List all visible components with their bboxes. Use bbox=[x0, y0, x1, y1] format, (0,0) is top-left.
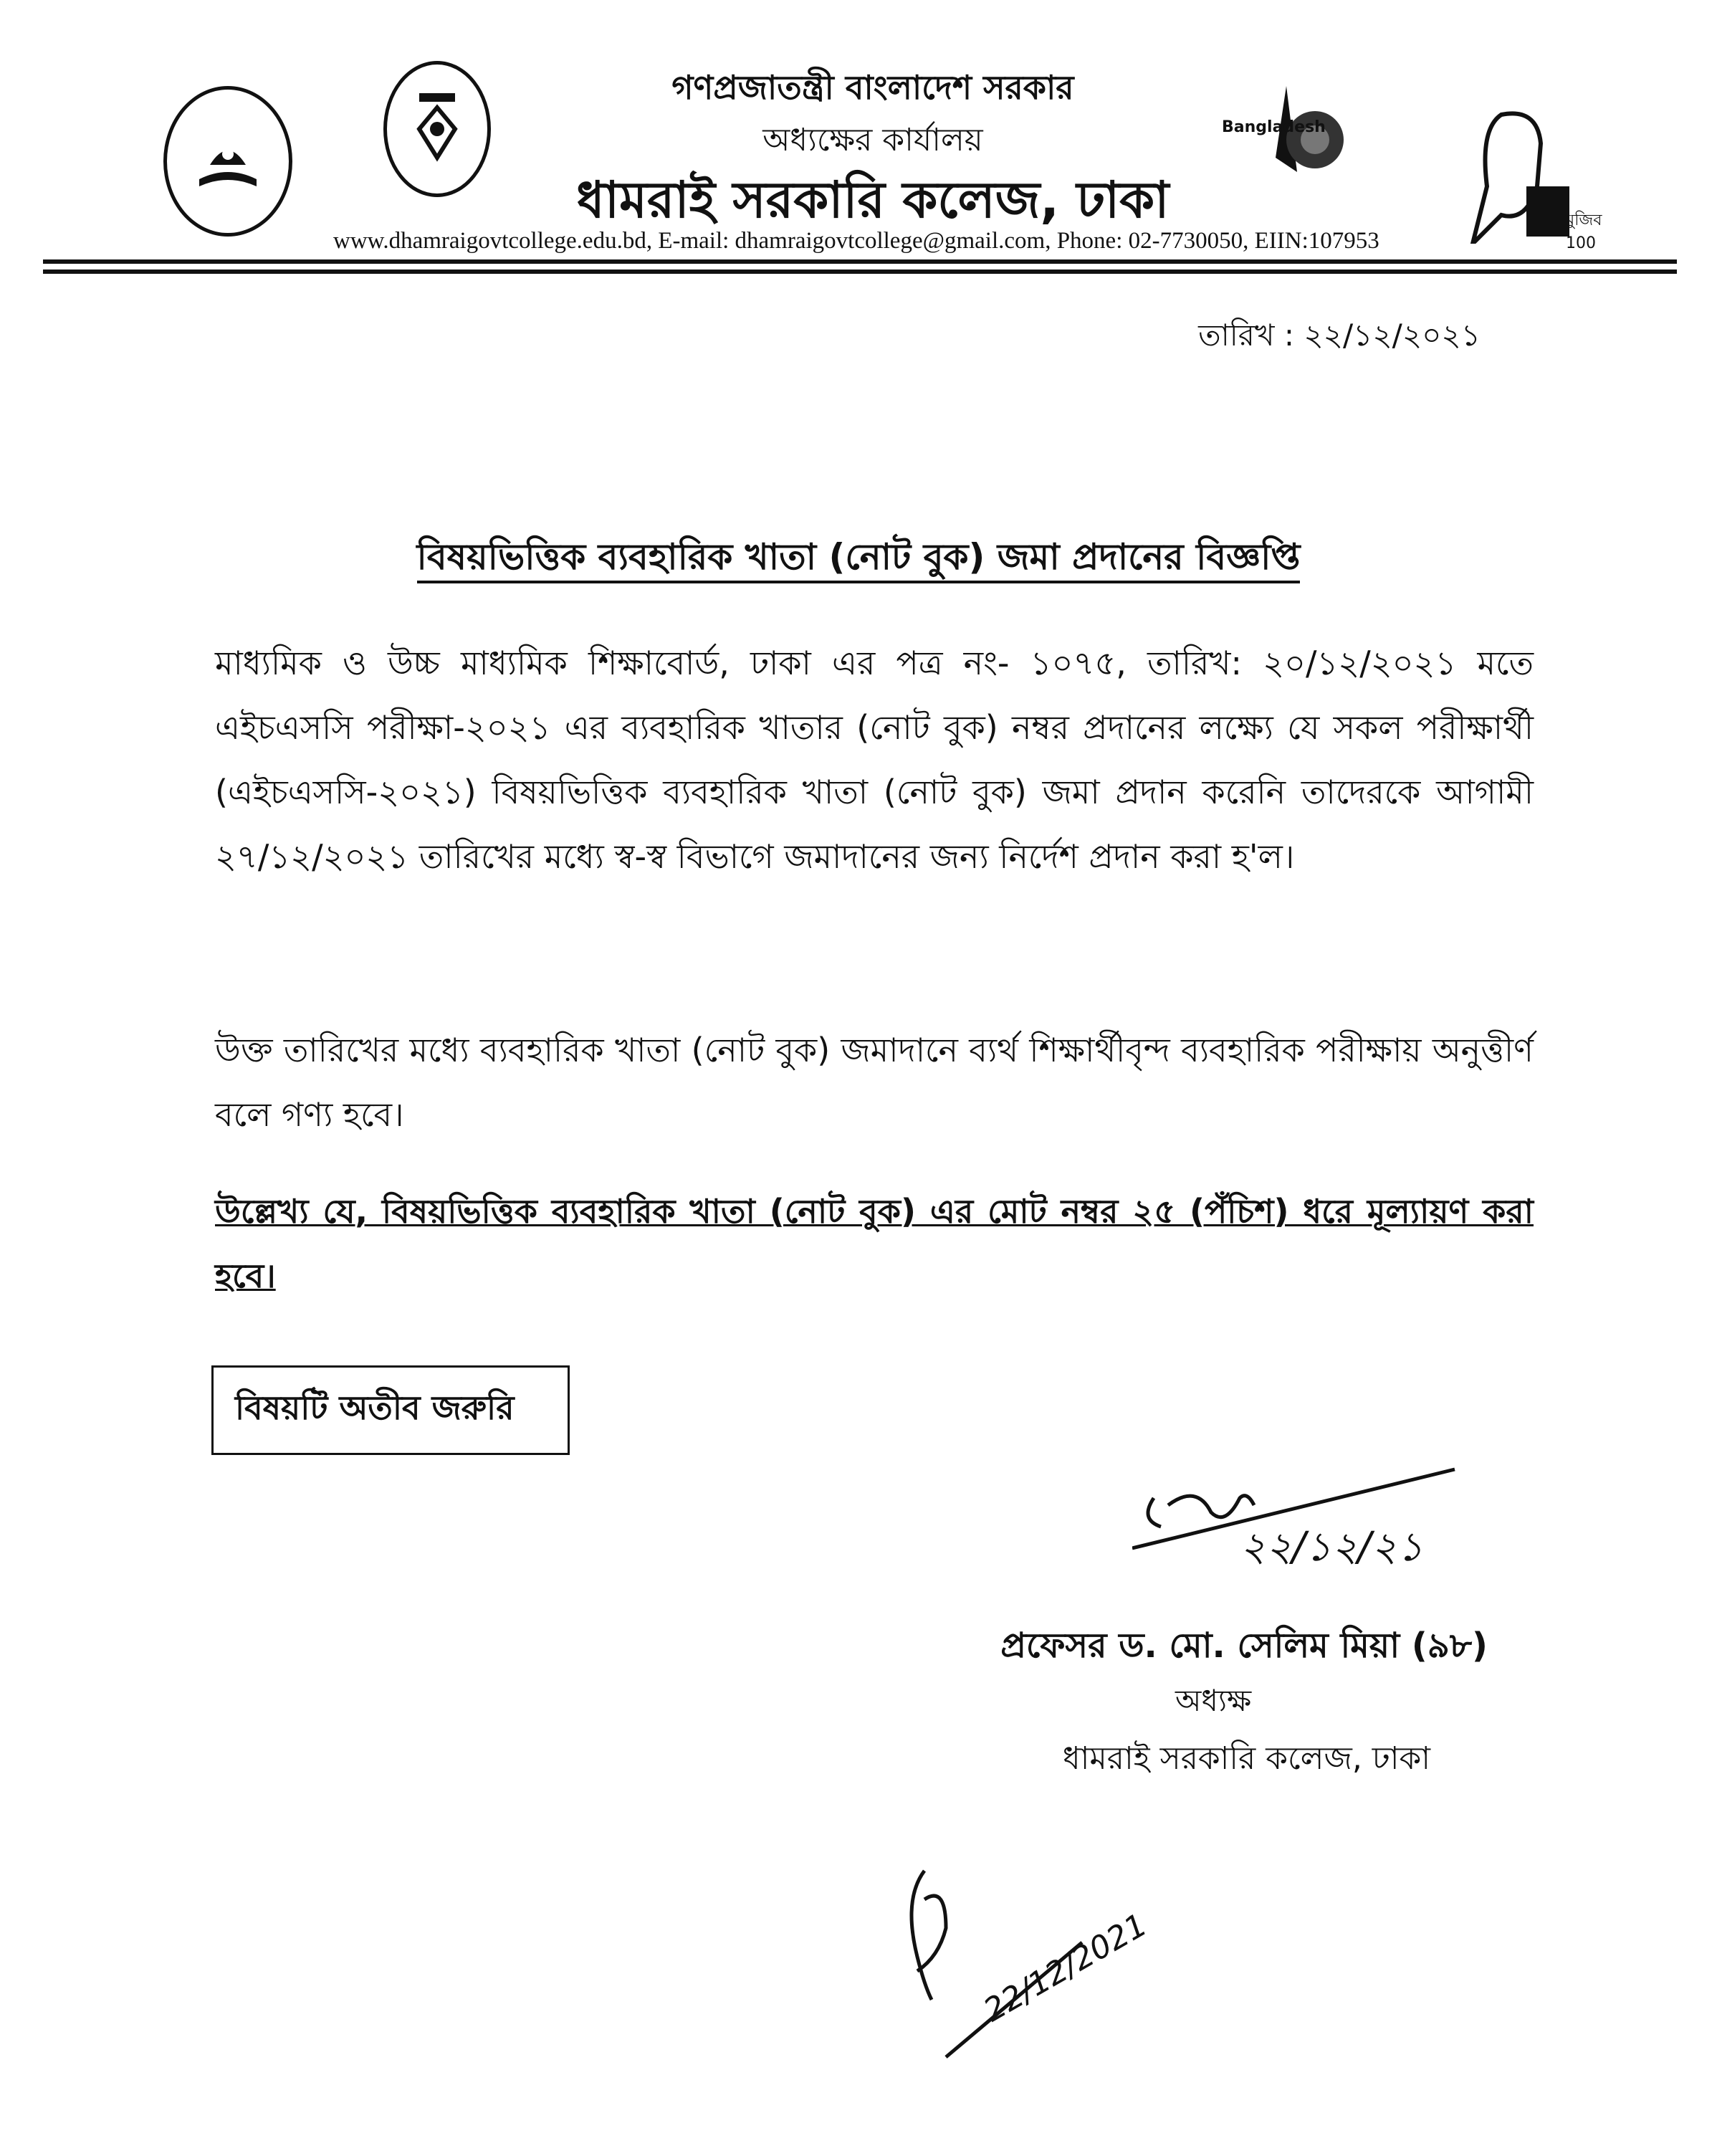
mujib-100-text: মুজিব 100 bbox=[1566, 211, 1602, 252]
initial-date: 22/12/2021 bbox=[977, 1907, 1154, 2029]
paragraph-2: উক্ত তারিখের মধ্যে ব্যবহারিক খাতা (নোট বুক) জমাদানে ব্যর্থ শিক্ষার্থীবৃন্দ ব্যবহারিক পরীক্ষায় অনুত্তীর্ণ বলে গণ্য হবে। bbox=[215, 1031, 1534, 1134]
contact-line: www.dhamraigovtcollege.edu.bd, E-mail: dhamraigovtcollege@gmail.com, Phone: 02-7730050, EIIN:107953 bbox=[333, 228, 1379, 254]
bangladesh-50-text: Bangladesh bbox=[1222, 118, 1326, 136]
paragraph-1: মাধ্যমিক ও উচ্চ মাধ্যমিক শিক্ষাবোর্ড, ঢাকা এর পত্র নং- ১০৭৫, তারিখ: ২০/১২/২০২১ মতে এইচএসসি পরীক্ষা-২০২১ এর ব্যবহারিক খাতার (নোট বুক) নম্বর প্রদানের লক্ষ্যে যে সকল পরীক্ষার্থী (এইচএসসি-২০২১) বিষয়ভিত্তিক ব্যবহারিক খাতা (নোট বুক) জমা প্রদান করেনি তাদেরকে আগামী ২৭/১২/২০২১ তারিখের মধ্যে স্ব-স্ব বিভাগে জমাদানের জন্য নির্দেশ প্রদান করা হ'ল। bbox=[215, 644, 1534, 876]
handwritten-initial bbox=[896, 1856, 1154, 2071]
signatory-college: ধামরাই সরকারি কলেজ, ঢাকা bbox=[1062, 1740, 1430, 1777]
header-divider bbox=[43, 259, 1677, 274]
notice-subject bbox=[0, 530, 1717, 590]
urgent-box: বিষয়টি অতীব জরুরি bbox=[211, 1365, 570, 1455]
college-name: ধামরাই সরকারি কলেজ, ঢাকা bbox=[576, 171, 1170, 229]
paragraph-3: উল্লেখ্য যে, বিষয়ভিত্তিক ব্যবহারিক খাতা (নোট বুক) এর মোট নম্বর ২৫ (পঁচিশ) ধরে মূল্যায়ণ করা হবে। bbox=[215, 1192, 1534, 1295]
signature-date: ২২/১২/২১ bbox=[1240, 1524, 1424, 1570]
office-heading: অধ্যক্ষের কার্যালয় bbox=[762, 122, 983, 158]
signatory-title: অধ্যক্ষ bbox=[1175, 1683, 1252, 1718]
handwritten-signature bbox=[1132, 1455, 1505, 1584]
government-heading: গণপ্রজাতন্ত্রী বাংলাদেশ সরকার bbox=[671, 68, 1074, 107]
signatory-name: প্রফেসর ড. মো. সেলিম মিয়া (৯৮) bbox=[1000, 1626, 1488, 1666]
subject-text: বিষয়ভিত্তিক ব্যবহারিক খাতা (নোট বুক) জমা প্রদানের বিজ্ঞপ্তি bbox=[417, 536, 1301, 583]
notice-date: তারিখ : ২২/১২/২০২১ bbox=[1198, 318, 1481, 353]
